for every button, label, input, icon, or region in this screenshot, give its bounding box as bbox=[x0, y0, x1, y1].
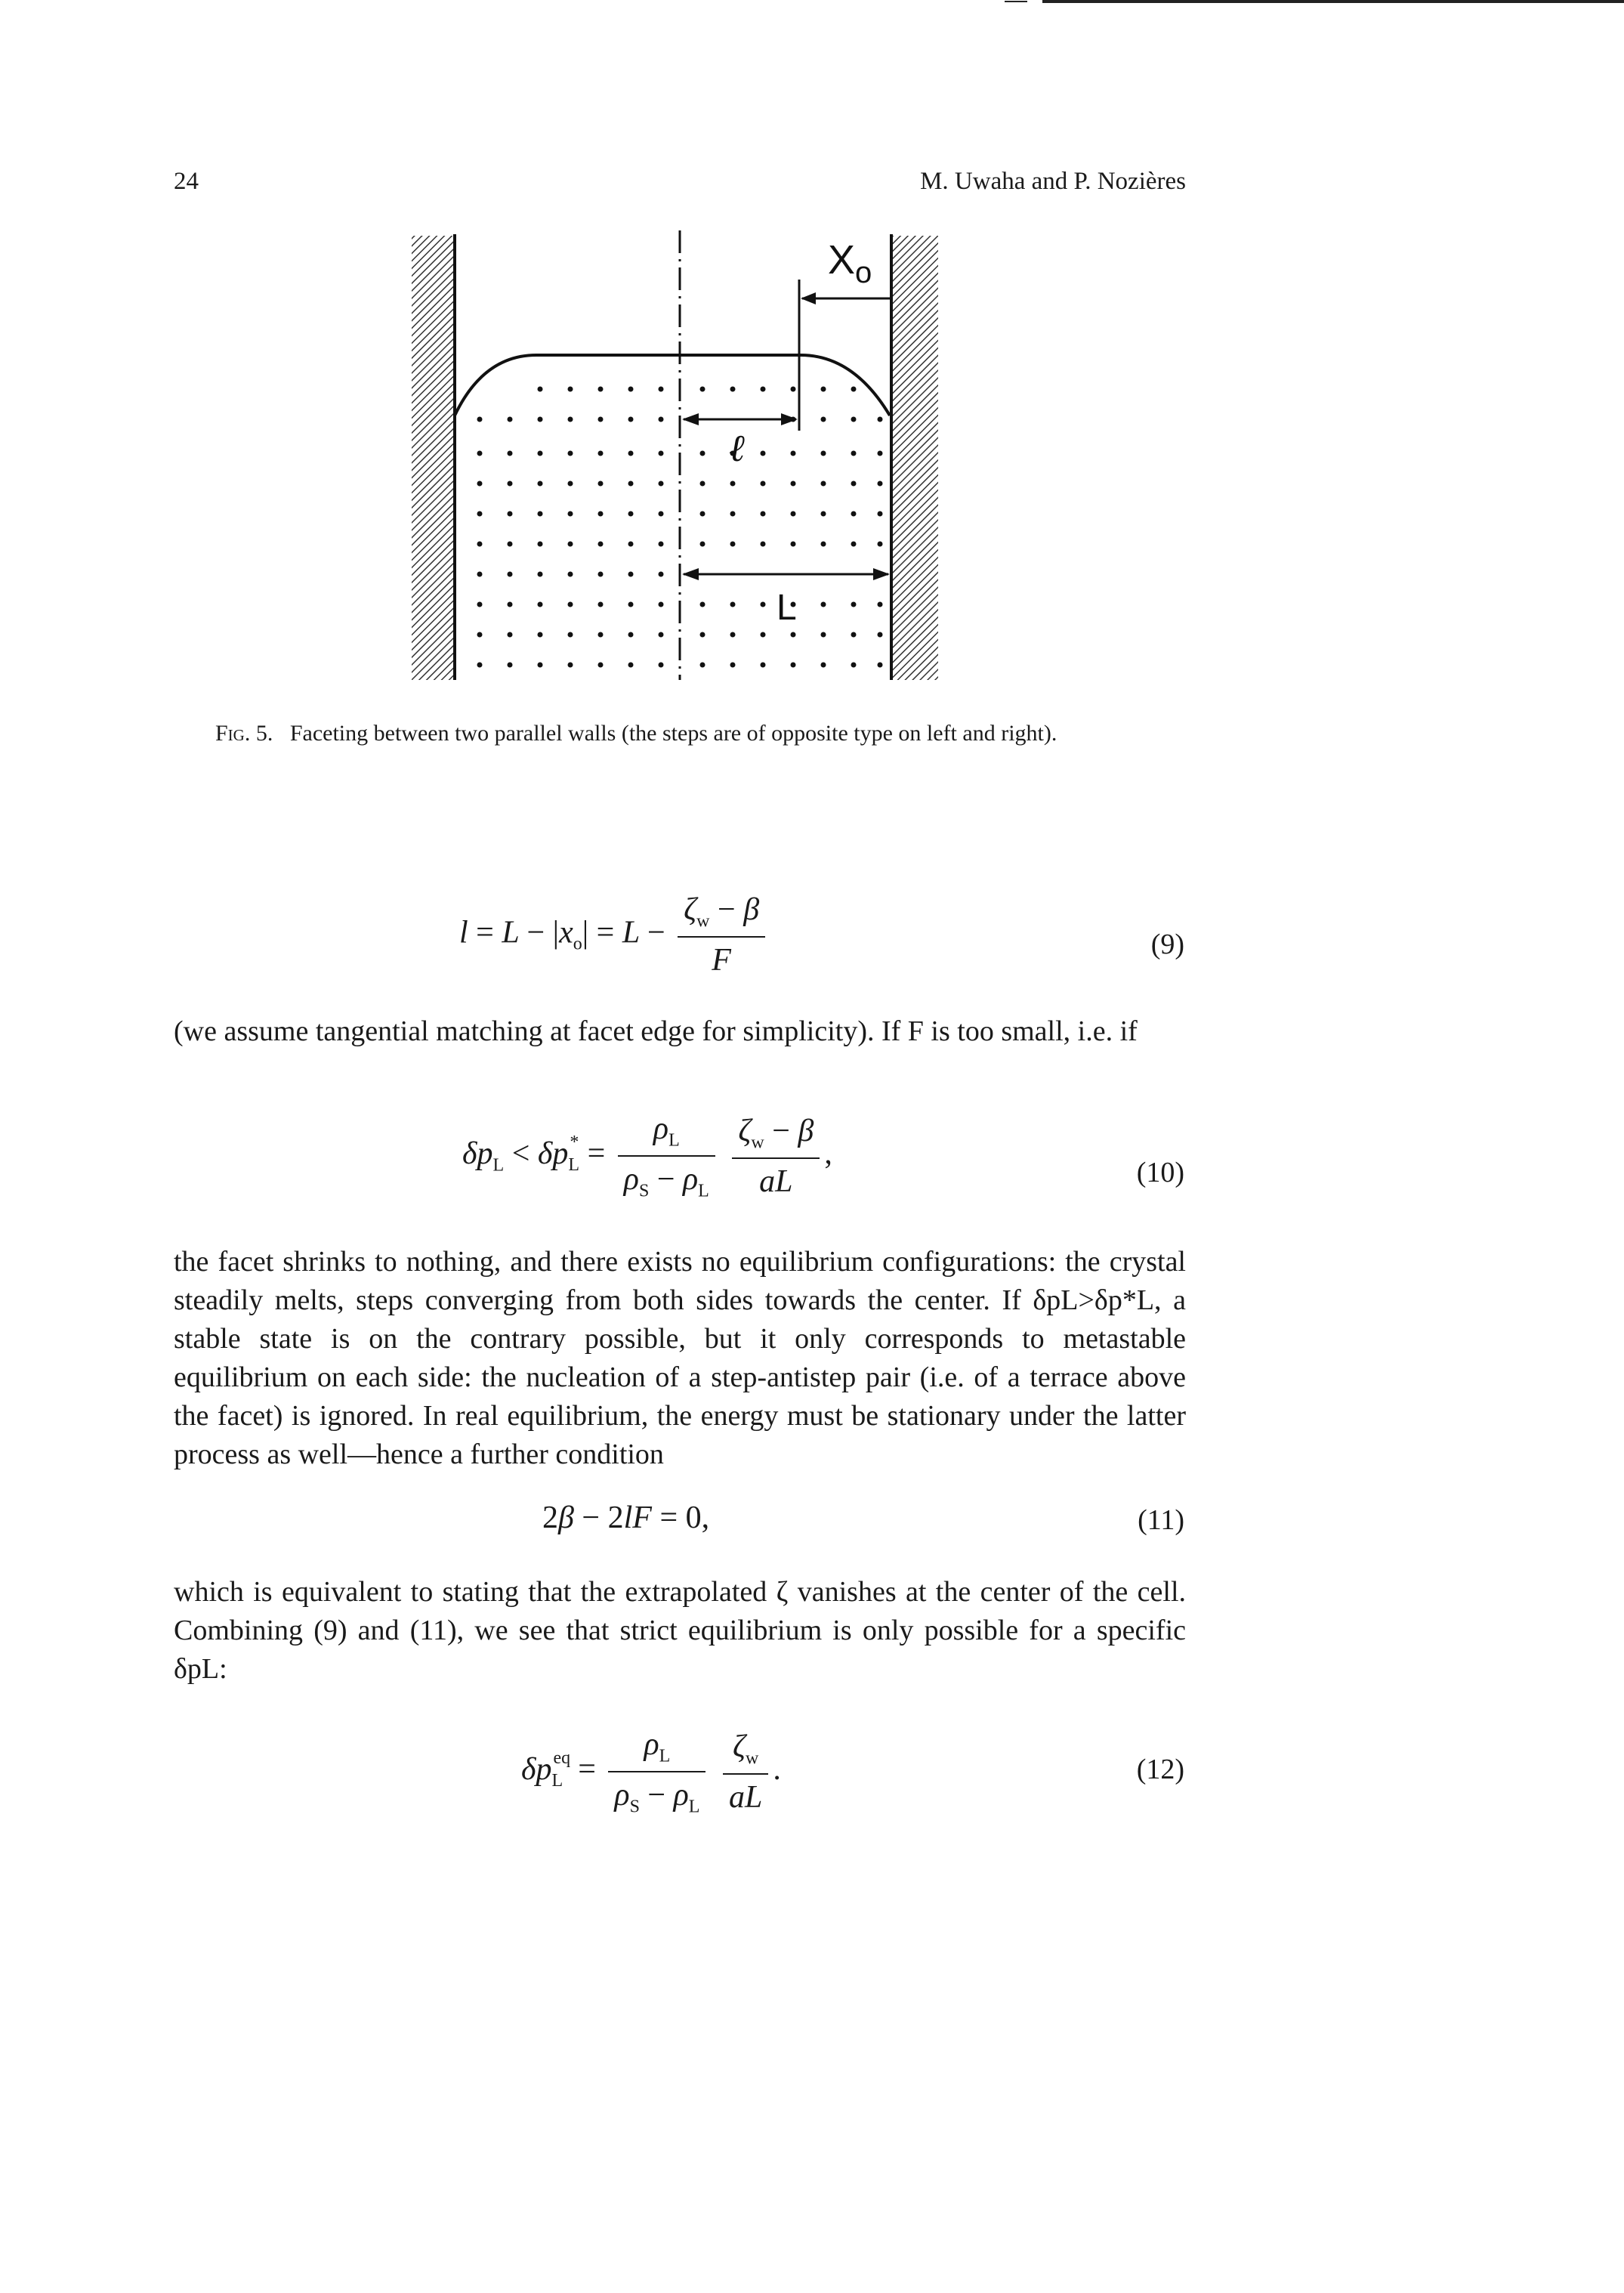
liquid-dot bbox=[568, 417, 573, 422]
liquid-dot bbox=[821, 417, 826, 422]
liquid-dot bbox=[851, 602, 857, 607]
liquid-dot bbox=[538, 663, 543, 668]
liquid-dot bbox=[628, 511, 634, 517]
liquid-dot bbox=[700, 632, 705, 638]
liquid-dot bbox=[851, 451, 857, 456]
liquid-dot bbox=[730, 632, 736, 638]
liquid-dot bbox=[700, 542, 705, 547]
l-arrowhead-left bbox=[682, 413, 699, 425]
liquid-dot bbox=[730, 511, 736, 517]
liquid-dot bbox=[598, 663, 604, 668]
liquid-dot bbox=[568, 542, 573, 547]
liquid-dot bbox=[878, 602, 883, 607]
liquid-dot bbox=[598, 632, 604, 638]
left-wall-hatch bbox=[412, 236, 455, 680]
liquid-dot bbox=[477, 632, 483, 638]
liquid-dot bbox=[700, 511, 705, 517]
liquid-dot bbox=[878, 481, 883, 487]
liquid-dot bbox=[659, 417, 664, 422]
liquid-dot bbox=[659, 632, 664, 638]
liquid-dot bbox=[568, 511, 573, 517]
equation-12-number: (12) bbox=[1136, 1754, 1184, 1785]
paragraph-1-text: (we assume tangential matching at facet edge for simplicity). If F is too small, i.e. if bbox=[174, 1015, 1138, 1047]
liquid-dot bbox=[568, 451, 573, 456]
liquid-dot bbox=[628, 451, 634, 456]
liquid-dot bbox=[761, 542, 766, 547]
liquid-dot bbox=[538, 602, 543, 607]
liquid-dot bbox=[730, 481, 736, 487]
x0-arrowhead bbox=[801, 292, 816, 304]
liquid-dot bbox=[568, 387, 573, 392]
liquid-dot bbox=[791, 481, 796, 487]
liquid-dot bbox=[659, 387, 664, 392]
liquid-dot bbox=[477, 481, 483, 487]
running-head-authors: M. Uwaha and P. Nozières bbox=[920, 168, 1186, 195]
equation-10: $\delta p_L < \delta p$ $_{* L}$ = $\frac{\rho_L}{\rho_S - \rho_L}$ $\frac{\zeta_w - \beta}{aL}$ , bbox=[462, 1111, 832, 1201]
right-wall-hatch bbox=[891, 236, 938, 680]
l-arrowhead-right bbox=[781, 413, 798, 425]
page-number: 24 bbox=[174, 168, 199, 195]
liquid-dot bbox=[851, 417, 857, 422]
liquid-dot bbox=[659, 663, 664, 668]
liquid-dot bbox=[568, 663, 573, 668]
liquid-dot bbox=[791, 632, 796, 638]
liquid-dot bbox=[538, 572, 543, 577]
liquid-dot bbox=[538, 451, 543, 456]
liquid-dot bbox=[791, 451, 796, 456]
liquid-dot bbox=[821, 481, 826, 487]
liquid-dot bbox=[878, 542, 883, 547]
liquid-dot bbox=[761, 632, 766, 638]
liquid-dot bbox=[538, 542, 543, 547]
liquid-dot bbox=[821, 602, 826, 607]
liquid-dot bbox=[628, 481, 634, 487]
equation-9: $l = L - |x_o| = L$ − $\frac{\zeta_w - \beta}{F}$ bbox=[459, 892, 770, 978]
l-label: ℓ bbox=[729, 426, 745, 470]
liquid-dot bbox=[598, 451, 604, 456]
liquid-dot bbox=[878, 663, 883, 668]
liquid-dot bbox=[821, 632, 826, 638]
liquid-dot bbox=[700, 602, 705, 607]
top-rule-dash bbox=[1005, 1, 1027, 2]
liquid-dot bbox=[568, 602, 573, 607]
x0-label: $X_o$ bbox=[828, 237, 872, 289]
figure-caption bbox=[215, 719, 1197, 748]
liquid-dot bbox=[659, 542, 664, 547]
liquid-dot bbox=[477, 511, 483, 517]
liquid-dot bbox=[538, 417, 543, 422]
liquid-dot bbox=[477, 542, 483, 547]
liquid-dot bbox=[508, 663, 513, 668]
liquid-dot bbox=[791, 511, 796, 517]
liquid-dot bbox=[628, 663, 634, 668]
liquid-dot bbox=[821, 451, 826, 456]
liquid-dot bbox=[477, 663, 483, 668]
L-label: L bbox=[776, 588, 797, 628]
liquid-dot bbox=[477, 417, 483, 422]
paragraph-3 bbox=[174, 1573, 1186, 1689]
liquid-dot bbox=[508, 632, 513, 638]
equation-11: 2β − 2lF = 0, bbox=[542, 1500, 710, 1535]
paragraph-2-text: the facet shrinks to nothing, and there exists no equilibrium configurations: the crystal steadily melts, steps converging from both sides towards the center. If δpL>δp*L, a stable state is on the contrary possible, but it only corresponds to metastable equilibrium on each side: the nucleation of a step-antistep pair (i.e. of a terrace above the facet) is ignored. In real equilibrium, the energy must be stationary under the latter process as well—hence a further condition bbox=[174, 1246, 1186, 1470]
liquid-dot bbox=[508, 511, 513, 517]
crystal-profile bbox=[455, 355, 890, 416]
liquid-dot bbox=[508, 602, 513, 607]
liquid-dot bbox=[851, 511, 857, 517]
liquid-dot bbox=[598, 387, 604, 392]
liquid-dot bbox=[878, 451, 883, 456]
liquid-dot bbox=[598, 572, 604, 577]
liquid-dot bbox=[659, 511, 664, 517]
liquid-dot bbox=[508, 417, 513, 422]
liquid-dot bbox=[538, 387, 543, 392]
liquid-dot bbox=[508, 451, 513, 456]
liquid-dot bbox=[477, 451, 483, 456]
liquid-dot bbox=[508, 542, 513, 547]
paragraph-2 bbox=[174, 1243, 1186, 1474]
liquid-dot bbox=[821, 542, 826, 547]
liquid-dot bbox=[851, 481, 857, 487]
liquid-dot bbox=[821, 511, 826, 517]
liquid-dot bbox=[700, 387, 705, 392]
equation-11-number: (11) bbox=[1138, 1504, 1184, 1536]
liquid-dot bbox=[700, 663, 705, 668]
liquid-dot bbox=[878, 417, 883, 422]
liquid-dot bbox=[508, 481, 513, 487]
liquid-dot bbox=[761, 451, 766, 456]
caption-label: Fig. 5. bbox=[215, 721, 273, 746]
liquid-dot bbox=[628, 632, 634, 638]
liquid-dot bbox=[659, 481, 664, 487]
L-arrowhead-left bbox=[682, 568, 699, 580]
liquid-dot bbox=[538, 511, 543, 517]
liquid-dot bbox=[628, 387, 634, 392]
equation-9-number: (9) bbox=[1150, 929, 1184, 960]
L-arrowhead-right bbox=[873, 568, 890, 580]
liquid-dot bbox=[477, 602, 483, 607]
liquid-dot bbox=[659, 451, 664, 456]
liquid-dot bbox=[598, 417, 604, 422]
liquid-dot bbox=[791, 387, 796, 392]
liquid-dot bbox=[598, 602, 604, 607]
liquid-dot bbox=[878, 511, 883, 517]
equation-10-number: (10) bbox=[1136, 1157, 1184, 1188]
equation-12: δp $_{eq L}$ = $\frac{\rho_L}{\rho_S - \rho_L}$ $\frac{\zeta_w}{aL}$ . bbox=[521, 1727, 781, 1817]
liquid-dot bbox=[538, 481, 543, 487]
liquid-dot bbox=[628, 572, 634, 577]
liquid-dot bbox=[761, 663, 766, 668]
liquid-dot bbox=[761, 387, 766, 392]
liquid-dot bbox=[730, 387, 736, 392]
liquid-dot bbox=[598, 511, 604, 517]
liquid-dot bbox=[568, 572, 573, 577]
liquid-dot bbox=[851, 387, 857, 392]
liquid-dot bbox=[761, 511, 766, 517]
liquid-dot bbox=[538, 632, 543, 638]
liquid-dot bbox=[730, 542, 736, 547]
liquid-dot bbox=[761, 481, 766, 487]
liquid-dot bbox=[878, 632, 883, 638]
liquid-dot bbox=[851, 542, 857, 547]
liquid-dot bbox=[508, 572, 513, 577]
liquid-dot bbox=[791, 542, 796, 547]
liquid-dot bbox=[477, 572, 483, 577]
paragraph-3-text: which is equivalent to stating that the extrapolated ζ vanishes at the center of the cell. Combining (9) and (11), we see that strict equilibrium is only possible for a specific δpL: bbox=[174, 1576, 1186, 1685]
liquid-dot bbox=[659, 572, 664, 577]
liquid-dot bbox=[628, 542, 634, 547]
paragraph-1 bbox=[174, 1012, 1186, 1051]
figure-faceting-diagram bbox=[408, 227, 952, 695]
liquid-dot bbox=[851, 663, 857, 668]
liquid-dot bbox=[730, 602, 736, 607]
liquid-dot bbox=[568, 481, 573, 487]
liquid-dot bbox=[730, 663, 736, 668]
liquid-dot bbox=[598, 481, 604, 487]
liquid-dot bbox=[568, 632, 573, 638]
liquid-dot bbox=[700, 481, 705, 487]
liquid-dot bbox=[628, 602, 634, 607]
liquid-dot bbox=[821, 387, 826, 392]
liquid-dot bbox=[659, 602, 664, 607]
liquid-dot bbox=[628, 417, 634, 422]
liquid-dot bbox=[761, 602, 766, 607]
top-rule bbox=[1042, 0, 1624, 3]
liquid-dot bbox=[598, 542, 604, 547]
liquid-dot bbox=[851, 632, 857, 638]
caption-text: Faceting between two parallel walls (the steps are of opposite type on left and right). bbox=[289, 721, 1057, 746]
liquid-dot bbox=[700, 451, 705, 456]
liquid-dot bbox=[791, 663, 796, 668]
liquid-dot bbox=[821, 663, 826, 668]
